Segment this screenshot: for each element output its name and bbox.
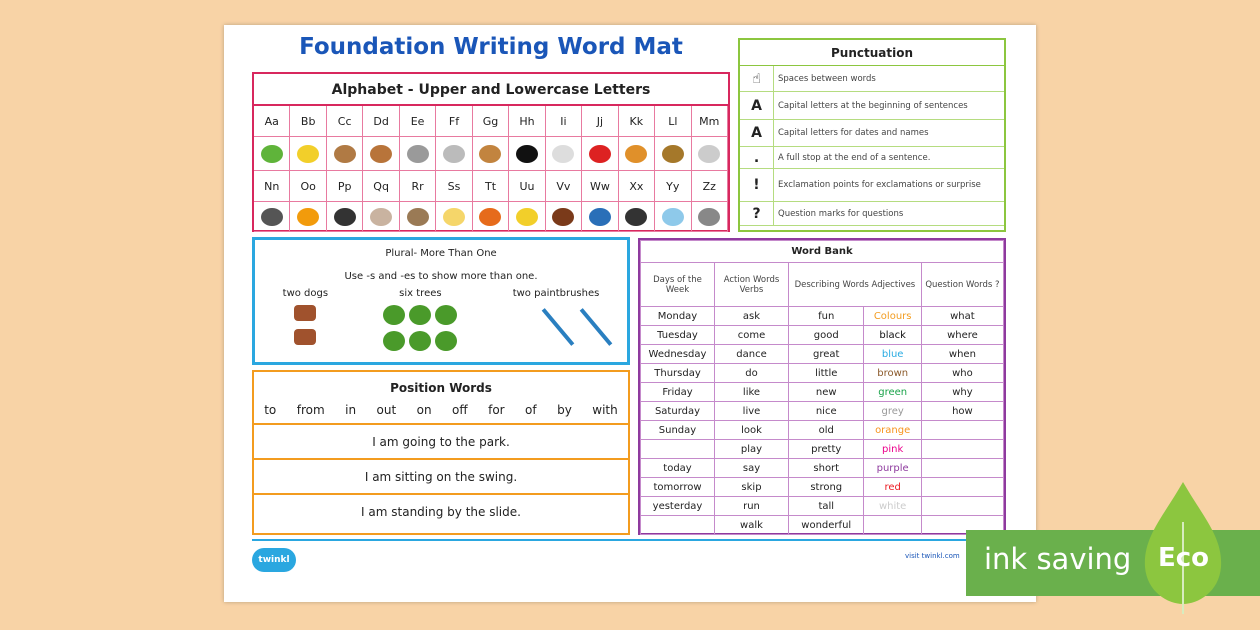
punctuation-symbol: ☝	[740, 66, 774, 91]
letter-pair: Xx	[629, 179, 644, 193]
word-cell: Sunday	[641, 421, 715, 440]
letter-pair: Nn	[264, 179, 280, 193]
alphabet-cell	[619, 106, 655, 137]
letter-pair: Cc	[337, 114, 352, 128]
word-cell: tall	[789, 497, 864, 516]
alphabet-cell	[546, 171, 582, 202]
table-row	[641, 383, 1004, 402]
alphabet-cell	[400, 137, 436, 171]
word-cell: short	[789, 459, 864, 478]
position-word: from	[296, 403, 325, 417]
word-cell: red	[864, 478, 921, 497]
word-cell: fun	[789, 307, 864, 326]
picture-icon	[407, 208, 429, 226]
footer-divider	[252, 539, 1006, 541]
punctuation-symbol: ?	[740, 202, 774, 225]
dog-icon	[294, 305, 316, 345]
letter-pair: Yy	[666, 179, 680, 193]
alphabet-cell	[509, 171, 545, 202]
letter-pair: Hh	[519, 114, 535, 128]
picture-icon	[516, 145, 538, 163]
word-cell: run	[715, 497, 789, 516]
letter-pair: Jj	[596, 114, 604, 128]
letter-pair: Uu	[519, 179, 535, 193]
letter-pair: Ff	[448, 114, 460, 128]
punctuation-text: Question marks for questions	[778, 208, 904, 219]
word-cell: come	[715, 326, 789, 345]
ink-saving-label: ink saving	[984, 542, 1132, 576]
alphabet-cell	[473, 171, 509, 202]
word-cell	[921, 440, 1003, 459]
picture-icon	[552, 145, 574, 163]
alphabet-cell	[509, 202, 545, 232]
picture-icon	[625, 145, 647, 163]
alphabet-cell	[582, 106, 618, 137]
word-cell: tomorrow	[641, 478, 715, 497]
punctuation-row	[740, 120, 1004, 147]
picture-icon	[443, 208, 465, 226]
punctuation-row	[740, 66, 1004, 92]
punctuation-panel	[738, 38, 1006, 232]
table-row	[641, 326, 1004, 345]
word-cell: walk	[715, 516, 789, 535]
picture-icon	[297, 208, 319, 226]
footer-url: visit twinkl.com	[905, 552, 960, 560]
punctuation-text: Exclamation points for exclamations or surprise	[778, 180, 981, 190]
alphabet-panel	[252, 72, 730, 232]
alphabet-cell	[655, 106, 691, 137]
alphabet-cell	[582, 137, 618, 171]
word-cell: dance	[715, 345, 789, 364]
position-word: out	[376, 403, 397, 417]
word-cell: ask	[715, 307, 789, 326]
table-row	[641, 497, 1004, 516]
word-cell: wonderful	[789, 516, 864, 535]
alphabet-cell	[400, 202, 436, 232]
word-cell: Friday	[641, 383, 715, 402]
picture-icon	[698, 208, 720, 226]
letter-pair: Zz	[702, 179, 716, 193]
letter-pair: Kk	[629, 114, 644, 128]
position-word: to	[264, 403, 277, 417]
table-row	[641, 440, 1004, 459]
picture-icon	[334, 208, 356, 226]
word-cell	[864, 516, 921, 535]
word-cell: white	[864, 497, 921, 516]
position-word: off	[452, 403, 468, 417]
page-title: Foundation Writing Word Mat	[299, 34, 683, 60]
picture-icon	[698, 145, 720, 163]
alphabet-cell	[363, 137, 399, 171]
punctuation-row	[740, 202, 1004, 226]
alphabet-cell	[509, 106, 545, 137]
punctuation-symbol: A	[740, 120, 774, 146]
position-heading: Position Words	[390, 381, 492, 395]
position-word: in	[345, 403, 357, 417]
letter-pair: Ll	[668, 114, 678, 128]
alphabet-cell	[327, 202, 363, 232]
table-row	[641, 459, 1004, 478]
word-cell: what	[921, 307, 1003, 326]
alphabet-cell	[582, 202, 618, 232]
letter-pair: Vv	[556, 179, 571, 193]
word-cell: like	[715, 383, 789, 402]
picture-icon	[261, 145, 283, 163]
alphabet-cell	[436, 137, 472, 171]
letter-pair: Dd	[373, 114, 389, 128]
letter-pair: Gg	[482, 114, 499, 128]
alphabet-cell	[473, 137, 509, 171]
word-cell: good	[789, 326, 864, 345]
alphabet-cell	[436, 171, 472, 202]
letter-pair: Oo	[300, 179, 316, 193]
letter-pair: Tt	[484, 179, 497, 193]
alphabet-cell	[546, 106, 582, 137]
word-cell: why	[921, 383, 1003, 402]
word-cell: do	[715, 364, 789, 383]
example-sentence: I am sitting on the swing.	[254, 460, 628, 495]
position-word: on	[416, 403, 432, 417]
word-cell: great	[789, 345, 864, 364]
alphabet-cell	[509, 137, 545, 171]
word-cell	[641, 516, 715, 535]
letter-pair: Rr	[411, 179, 424, 193]
letter-pair: Qq	[373, 179, 389, 193]
word-cell	[921, 459, 1003, 478]
word-cell: nice	[789, 402, 864, 421]
alphabet-cell	[436, 106, 472, 137]
alphabet-cell	[655, 137, 691, 171]
word-cell: Saturday	[641, 402, 715, 421]
punctuation-heading: Punctuation	[740, 40, 1004, 66]
picture-icon	[479, 208, 501, 226]
word-cell: yesterday	[641, 497, 715, 516]
table-row	[641, 307, 1004, 326]
plural-heading: Plural- More Than One	[385, 248, 497, 259]
word-cell: Monday	[641, 307, 715, 326]
position-word: for	[488, 403, 505, 417]
alphabet-cell	[619, 171, 655, 202]
alphabet-cell	[254, 106, 290, 137]
picture-icon	[443, 145, 465, 163]
alphabet-cell	[619, 137, 655, 171]
word-cell: Tuesday	[641, 326, 715, 345]
letter-pair: Pp	[337, 179, 352, 193]
picture-icon	[552, 208, 574, 226]
letter-pair: Ww	[589, 179, 610, 193]
letter-pair: Ee	[410, 114, 425, 128]
table-row	[641, 402, 1004, 421]
picture-icon	[334, 145, 356, 163]
picture-icon	[297, 145, 319, 163]
paintbrush-icon	[513, 305, 600, 355]
punctuation-text: Capital letters at the beginning of sentences	[778, 100, 968, 111]
alphabet-cell	[655, 202, 691, 232]
word-cell: live	[715, 402, 789, 421]
punctuation-row	[740, 147, 1004, 169]
position-word: with	[592, 403, 618, 417]
word-bank-panel	[638, 238, 1006, 535]
word-cell: brown	[864, 364, 921, 383]
alphabet-cell	[582, 171, 618, 202]
punctuation-symbol: .	[740, 147, 774, 168]
alphabet-cell	[400, 106, 436, 137]
word-cell: who	[921, 364, 1003, 383]
column-header: Question Words ?	[921, 263, 1003, 307]
picture-icon	[589, 208, 611, 226]
word-cell: where	[921, 326, 1003, 345]
word-cell: pink	[864, 440, 921, 459]
alphabet-cell	[363, 171, 399, 202]
alphabet-heading: Alphabet - Upper and Lowercase Letters	[254, 74, 728, 106]
letter-pair: Bb	[300, 114, 316, 128]
alphabet-cell	[290, 171, 326, 202]
position-words-panel	[252, 370, 630, 535]
alphabet-cell	[363, 106, 399, 137]
alphabet-cell	[546, 137, 582, 171]
picture-icon	[662, 145, 684, 163]
letter-pair: Mm	[699, 114, 720, 128]
plural-example: six trees	[399, 288, 442, 299]
word-cell: strong	[789, 478, 864, 497]
word-cell: grey	[864, 402, 921, 421]
twinkl-logo: twinkl	[252, 548, 296, 572]
alphabet-cell	[473, 106, 509, 137]
picture-icon	[516, 208, 538, 226]
alphabet-cell	[400, 171, 436, 202]
column-header: Days of the Week	[641, 263, 715, 307]
table-row	[641, 364, 1004, 383]
alphabet-cell	[546, 202, 582, 232]
alphabet-cell	[327, 137, 363, 171]
picture-icon	[407, 145, 429, 163]
table-row	[641, 478, 1004, 497]
example-sentence: I am standing by the slide.	[361, 505, 521, 519]
plural-example: two paintbrushes	[512, 288, 600, 299]
plural-panel	[252, 237, 630, 365]
tree-icon	[383, 305, 457, 351]
alphabet-cell	[692, 171, 728, 202]
picture-icon	[370, 145, 392, 163]
word-cell: little	[789, 364, 864, 383]
letter-pair: Aa	[264, 114, 279, 128]
plural-instruction: Use -s and -es to show more than one.	[344, 271, 538, 282]
word-cell	[921, 421, 1003, 440]
alphabet-cell	[290, 137, 326, 171]
eco-badge: Eco	[1158, 543, 1210, 573]
word-cell	[921, 478, 1003, 497]
position-word: of	[525, 403, 537, 417]
word-cell: Wednesday	[641, 345, 715, 364]
position-word: by	[557, 403, 572, 417]
alphabet-cell	[327, 171, 363, 202]
alphabet-cell	[254, 137, 290, 171]
example-sentence: I am going to the park.	[254, 425, 628, 460]
alphabet-cell	[436, 202, 472, 232]
word-cell: Thursday	[641, 364, 715, 383]
word-bank-heading: Word Bank	[641, 241, 1004, 263]
word-cell: look	[715, 421, 789, 440]
picture-icon	[261, 208, 283, 226]
picture-icon	[662, 208, 684, 226]
punctuation-symbol: A	[740, 92, 774, 119]
word-cell: Colours	[864, 307, 921, 326]
alphabet-cell	[692, 106, 728, 137]
column-header: Action Words Verbs	[715, 263, 789, 307]
word-cell	[921, 497, 1003, 516]
word-cell: old	[789, 421, 864, 440]
punctuation-text: Capital letters for dates and names	[778, 128, 929, 138]
word-bank-table	[640, 240, 1004, 535]
word-cell: play	[715, 440, 789, 459]
word-cell: pretty	[789, 440, 864, 459]
word-cell: green	[864, 383, 921, 402]
picture-icon	[370, 208, 392, 226]
letter-pair: Ii	[560, 114, 567, 128]
word-cell: purple	[864, 459, 921, 478]
alphabet-cell	[619, 202, 655, 232]
table-row	[641, 421, 1004, 440]
word-cell: say	[715, 459, 789, 478]
word-cell: how	[921, 402, 1003, 421]
plural-example: two dogs	[282, 288, 329, 299]
word-cell: orange	[864, 421, 921, 440]
alphabet-cell	[254, 202, 290, 232]
alphabet-cell	[363, 202, 399, 232]
word-cell: when	[921, 345, 1003, 364]
alphabet-cell	[254, 171, 290, 202]
picture-icon	[589, 145, 611, 163]
punctuation-text: A full stop at the end of a sentence.	[778, 152, 931, 163]
word-cell: today	[641, 459, 715, 478]
table-row	[641, 516, 1004, 535]
alphabet-cell	[473, 202, 509, 232]
word-cell: black	[864, 326, 921, 345]
alphabet-cell	[327, 106, 363, 137]
column-header: Describing Words Adjectives	[789, 263, 922, 307]
alphabet-cell	[692, 137, 728, 171]
table-row	[641, 345, 1004, 364]
word-cell: skip	[715, 478, 789, 497]
letter-pair: Ss	[447, 179, 461, 193]
punctuation-row	[740, 92, 1004, 120]
word-cell	[641, 440, 715, 459]
picture-icon	[625, 208, 647, 226]
punctuation-text: Spaces between words	[778, 73, 876, 84]
punctuation-symbol: !	[740, 169, 774, 201]
alphabet-cell	[655, 171, 691, 202]
alphabet-cell	[290, 106, 326, 137]
alphabet-cell	[290, 202, 326, 232]
picture-icon	[479, 145, 501, 163]
alphabet-cell	[692, 202, 728, 232]
punctuation-row	[740, 169, 1004, 202]
word-cell: new	[789, 383, 864, 402]
word-cell: blue	[864, 345, 921, 364]
